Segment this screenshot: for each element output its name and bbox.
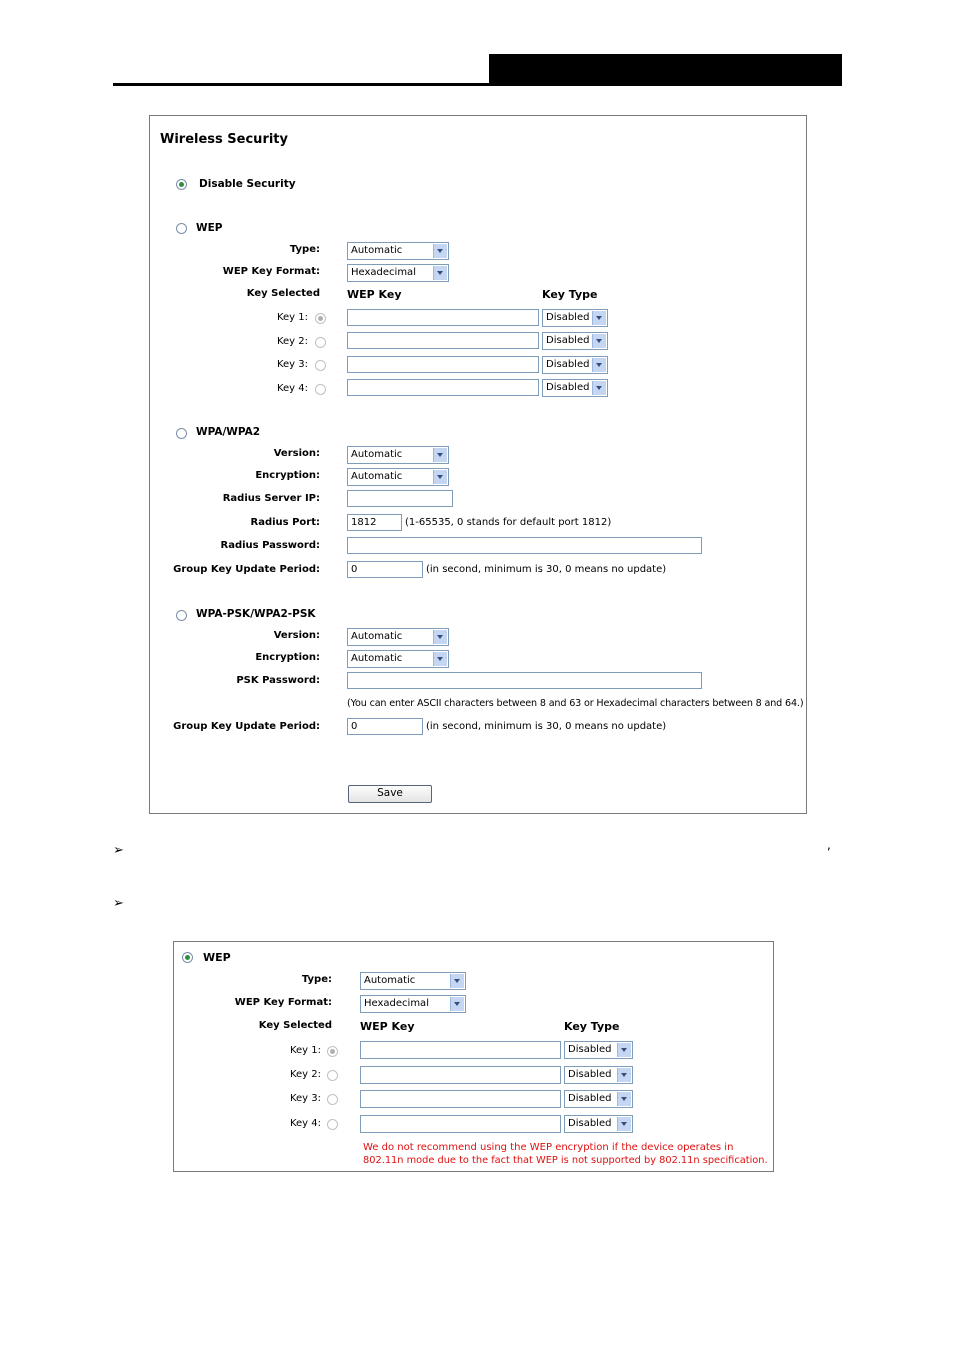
- wep-detail-key-3-type-select[interactable]: [564, 1090, 633, 1108]
- wep-detail-key-3-label: Key 3:: [289, 1093, 321, 1104]
- key-1-label: Key 1:: [276, 312, 308, 323]
- wep-detail-key-2-input[interactable]: [360, 1066, 561, 1084]
- wep-detail-label: WEP: [203, 951, 231, 964]
- wpa-version-select[interactable]: [347, 446, 449, 464]
- chevron-down-icon: [433, 448, 447, 462]
- chevron-down-icon: [433, 470, 447, 484]
- wep-detail-type-select[interactable]: [360, 972, 466, 990]
- chevron-down-icon: [433, 244, 447, 258]
- header-black-box: [489, 54, 842, 86]
- wep-detail-key-3-radio[interactable]: [327, 1094, 338, 1105]
- wpa-group-key-input[interactable]: 0: [347, 561, 423, 578]
- wep-warning-line-1: We do not recommend using the WEP encryption if the device operates in: [363, 1142, 734, 1153]
- wep-detail-type-value: Automatic: [364, 975, 416, 986]
- key-1-radio[interactable]: [315, 313, 326, 324]
- wep-detail-key-3-input[interactable]: [360, 1090, 561, 1108]
- wpa-label: WPA/WPA2: [196, 426, 261, 438]
- key-4-input[interactable]: [347, 379, 539, 396]
- wpa-version-label: Version:: [273, 448, 320, 459]
- psk-password-input[interactable]: [347, 672, 702, 689]
- wep-detail-key-type-header: Key Type: [564, 1020, 620, 1033]
- wep-detail-key-2-radio[interactable]: [327, 1070, 338, 1081]
- wep-type-label: Type:: [289, 244, 320, 255]
- key-3-type-select[interactable]: [542, 356, 608, 374]
- wpa-version-value: Automatic: [351, 449, 403, 460]
- psk-encryption-select[interactable]: [347, 650, 449, 668]
- wep-detail-key-4-type-value: Disabled: [568, 1118, 612, 1129]
- wep-detail-wep-key-header: WEP Key: [360, 1020, 415, 1033]
- wep-key-format-label: WEP Key Format:: [222, 266, 320, 277]
- key-3-radio[interactable]: [315, 360, 326, 371]
- key-4-radio[interactable]: [315, 384, 326, 395]
- wep-detail-key-4-type-select[interactable]: [564, 1115, 633, 1133]
- wep-detail-format-value: Hexadecimal: [364, 998, 429, 1009]
- wep-detail-panel: [173, 941, 774, 1172]
- wep-key-format-value: Hexadecimal: [351, 267, 416, 278]
- psk-encryption-label: Encryption:: [255, 652, 320, 663]
- psk-group-key-label: Group Key Update Period:: [173, 721, 320, 732]
- wep-key-format-select[interactable]: [347, 264, 449, 282]
- radius-port-label: Radius Port:: [250, 517, 320, 528]
- bullet-arrow-icon: ➢: [113, 896, 124, 911]
- wep-detail-key-2-label: Key 2:: [289, 1069, 321, 1080]
- key-3-input[interactable]: [347, 356, 539, 373]
- wep-detail-key-4-label: Key 4:: [289, 1118, 321, 1129]
- wep-type-value: Automatic: [351, 245, 403, 256]
- wep-detail-radio[interactable]: [182, 952, 193, 963]
- wep-radio[interactable]: [176, 223, 187, 234]
- key-3-label: Key 3:: [276, 359, 308, 370]
- wpa-radio[interactable]: [176, 428, 187, 439]
- wep-detail-key-selected-header: Key Selected: [258, 1020, 332, 1031]
- radius-port-input[interactable]: 1812: [347, 514, 402, 531]
- wep-detail-key-3-type-value: Disabled: [568, 1093, 612, 1104]
- chevron-down-icon: [617, 1068, 631, 1082]
- wep-detail-type-label: Type:: [301, 974, 332, 985]
- key-1-type-select[interactable]: [542, 309, 608, 327]
- key-4-type-select[interactable]: [542, 379, 608, 397]
- chevron-down-icon: [450, 997, 464, 1011]
- wep-detail-key-2-type-select[interactable]: [564, 1066, 633, 1084]
- disable-security-label: Disable Security: [199, 178, 296, 190]
- radius-server-ip-input[interactable]: [347, 490, 453, 507]
- wpa-group-key-hint: (in second, minimum is 30, 0 means no update): [426, 564, 667, 575]
- key-1-type-value: Disabled: [546, 312, 590, 323]
- psk-group-key-hint: (in second, minimum is 30, 0 means no update): [426, 721, 667, 732]
- wep-detail-key-4-input[interactable]: [360, 1115, 561, 1133]
- radius-server-ip-label: Radius Server IP:: [222, 493, 320, 504]
- wpa-encryption-value: Automatic: [351, 471, 403, 482]
- chevron-down-icon: [617, 1117, 631, 1131]
- chevron-down-icon: [433, 652, 447, 666]
- wpa-encryption-select[interactable]: [347, 468, 449, 486]
- key-2-input[interactable]: [347, 332, 539, 349]
- key-4-label: Key 4:: [276, 383, 308, 394]
- bullet-arrow-icon: ➢: [113, 843, 124, 858]
- key-selected-header: Key Selected: [246, 288, 320, 299]
- wep-detail-key-4-radio[interactable]: [327, 1119, 338, 1130]
- wpa-group-key-label: Group Key Update Period:: [173, 564, 320, 575]
- chevron-down-icon: [592, 381, 606, 395]
- chevron-down-icon: [592, 358, 606, 372]
- radius-password-label: Radius Password:: [220, 540, 320, 551]
- key-3-type-value: Disabled: [546, 359, 590, 370]
- key-1-input[interactable]: [347, 309, 539, 326]
- wep-detail-key-1-input[interactable]: [360, 1041, 561, 1059]
- wpa-psk-label: WPA-PSK/WPA2-PSK: [196, 608, 316, 620]
- key-2-label: Key 2:: [276, 336, 308, 347]
- radius-port-hint: (1-65535, 0 stands for default port 1812): [405, 517, 612, 528]
- chevron-down-icon: [617, 1092, 631, 1106]
- wpa-psk-radio[interactable]: [176, 610, 187, 621]
- wep-type-select[interactable]: [347, 242, 449, 260]
- key-2-type-value: Disabled: [546, 335, 590, 346]
- psk-version-select[interactable]: [347, 628, 449, 646]
- chevron-down-icon: [592, 334, 606, 348]
- chevron-down-icon: [433, 630, 447, 644]
- key-type-header: Key Type: [542, 288, 598, 301]
- wep-detail-key-1-type-select[interactable]: [564, 1041, 633, 1059]
- wep-detail-format-label: WEP Key Format:: [234, 997, 332, 1008]
- chevron-down-icon: [617, 1043, 631, 1057]
- wep-detail-format-select[interactable]: [360, 995, 466, 1013]
- wep-detail-key-1-radio[interactable]: [327, 1046, 338, 1057]
- key-4-type-value: Disabled: [546, 382, 590, 393]
- psk-group-key-input[interactable]: 0: [347, 718, 423, 735]
- chevron-down-icon: [592, 311, 606, 325]
- wep-label: WEP: [196, 222, 223, 234]
- wep-detail-key-1-label: Key 1:: [289, 1045, 321, 1056]
- key-2-type-select[interactable]: [542, 332, 608, 350]
- wep-key-header: WEP Key: [347, 288, 402, 301]
- key-2-radio[interactable]: [315, 337, 326, 348]
- stray-comma: ,: [827, 838, 831, 852]
- radius-password-input[interactable]: [347, 537, 702, 554]
- wep-detail-key-2-type-value: Disabled: [568, 1069, 612, 1080]
- save-button[interactable]: Save: [348, 785, 432, 803]
- wep-warning-line-2: 802.11n mode due to the fact that WEP is not supported by 802.11n specification.: [363, 1155, 768, 1166]
- psk-encryption-value: Automatic: [351, 653, 403, 664]
- psk-password-label: PSK Password:: [236, 675, 320, 686]
- psk-version-label: Version:: [273, 630, 320, 641]
- chevron-down-icon: [433, 266, 447, 280]
- page-title: Wireless Security: [160, 132, 288, 147]
- wireless-security-panel: [149, 115, 807, 814]
- chevron-down-icon: [450, 974, 464, 988]
- psk-password-hint: (You can enter ASCII characters between 8 and 63 or Hexadecimal characters between 8 and 64.): [347, 698, 804, 709]
- psk-version-value: Automatic: [351, 631, 403, 642]
- disable-security-radio[interactable]: [176, 179, 187, 190]
- wep-detail-key-1-type-value: Disabled: [568, 1044, 612, 1055]
- wpa-encryption-label: Encryption:: [255, 470, 320, 481]
